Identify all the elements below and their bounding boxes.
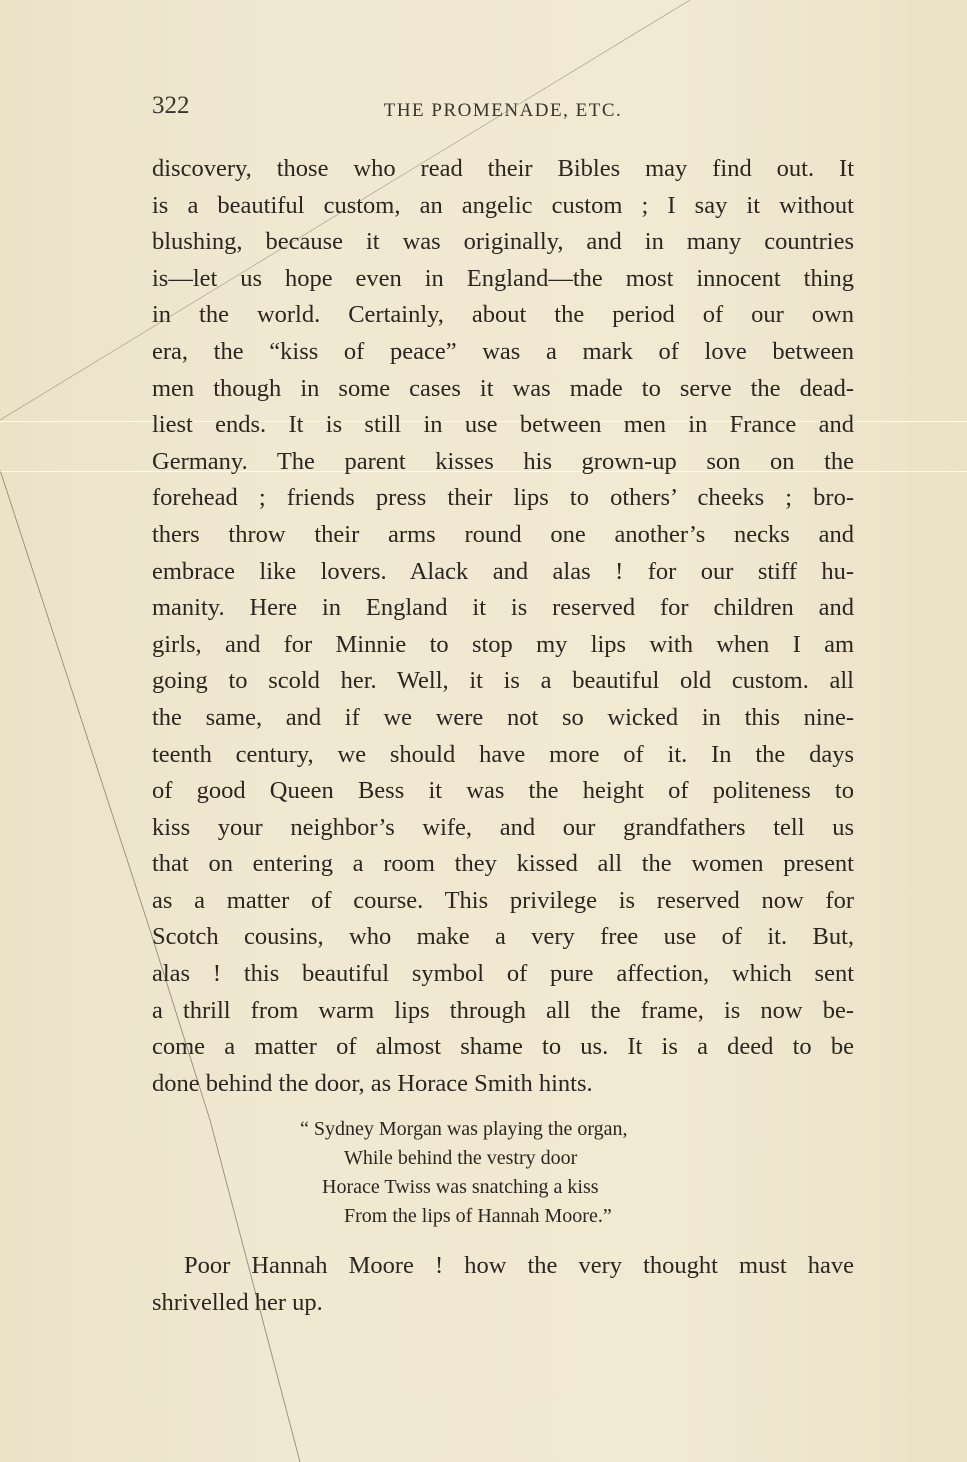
- text-line: that on entering a room they kissed all the women present: [152, 850, 854, 878]
- text-line: embrace like lovers. Alack and alas ! for our stiff hu-: [152, 557, 854, 585]
- text-line: forehead ; friends press their lips to others’ cheeks ; bro-: [152, 484, 854, 512]
- poem-quote: [300, 1115, 720, 1231]
- text-line: done behind the door, as Horace Smith hints.: [152, 1069, 593, 1097]
- closing-paragraph: [152, 1248, 854, 1321]
- text-line: of good Queen Bess it was the height of politeness to: [152, 777, 854, 805]
- text-line: thers throw their arms round one another’s necks and: [152, 520, 854, 548]
- text-line: is—let us hope even in England—the most innocent thing: [152, 264, 854, 292]
- poem-line: From the lips of Hannah Moore.”: [344, 1205, 612, 1227]
- text-line: manity. Here in England it is reserved for children and: [152, 594, 854, 622]
- text-line: in the world. Certainly, about the period of our own: [152, 301, 854, 329]
- poem-line: “ Sydney Morgan was playing the organ,: [300, 1118, 628, 1140]
- poem-line: While behind the vestry door: [344, 1147, 578, 1169]
- text-line: Scotch cousins, who make a very free use of it. But,: [152, 923, 854, 951]
- poem-line: Horace Twiss was snatching a kiss: [322, 1176, 599, 1198]
- text-line: a thrill from warm lips through all the frame, is now be-: [152, 996, 854, 1024]
- main-paragraph: [152, 151, 854, 1102]
- text-line: going to scold her. Well, it is a beautiful old custom. all: [152, 667, 854, 695]
- text-line: is a beautiful custom, an angelic custom ; I say it without: [152, 191, 854, 219]
- text-line: as a matter of course. This privilege is reserved now for: [152, 886, 854, 914]
- text-line: era, the “kiss of peace” was a mark of love between: [152, 337, 854, 365]
- text-line: Germany. The parent kisses his grown-up son on the: [152, 447, 854, 475]
- page-number: 322: [152, 92, 190, 119]
- text-line: discovery, those who read their Bibles may find out. It: [152, 155, 854, 182]
- text-line: alas ! this beautiful symbol of pure affection, which sent: [152, 960, 854, 988]
- text-line: kiss your neighbor’s wife, and our grandfathers tell us: [152, 813, 854, 841]
- page-header: [152, 92, 854, 126]
- running-title: THE PROMENADE, ETC.: [383, 100, 623, 121]
- text-line: girls, and for Minnie to stop my lips with when I am: [152, 630, 854, 658]
- text-line: blushing, because it was originally, and in many countries: [152, 228, 854, 256]
- text-line: liest ends. It is still in use between men in France and: [152, 411, 854, 439]
- text-line: shrivelled her up.: [152, 1288, 323, 1316]
- text-line: come a matter of almost shame to us. It is a deed to be: [152, 1033, 854, 1061]
- text-line: men though in some cases it was made to serve the dead-: [152, 374, 854, 402]
- text-line: teenth century, we should have more of it. In the days: [152, 740, 854, 768]
- text-line: Poor Hannah Moore ! how the very thought must have: [184, 1252, 854, 1279]
- text-line: the same, and if we were not so wicked in this nine-: [152, 703, 854, 731]
